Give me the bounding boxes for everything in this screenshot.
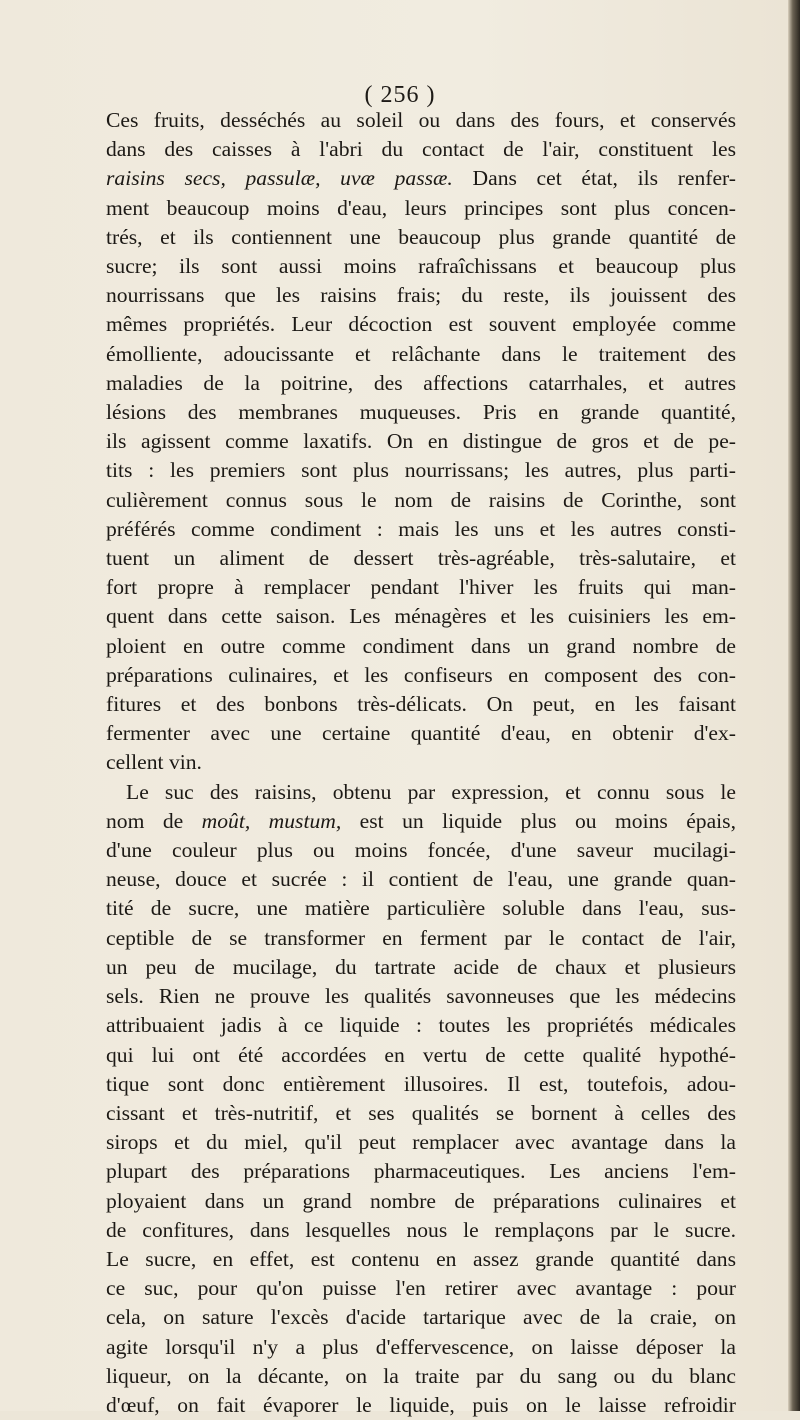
italic-term: raisins secs, passulæ, uvæ passæ. xyxy=(106,166,453,191)
text-segment: Le suc des raisins, obtenu par expression, et connu sous le xyxy=(126,779,736,804)
text-line xyxy=(106,1041,736,1070)
text-line xyxy=(106,106,736,135)
text-segment: plupart des préparations pharmaceutiques. Les anciens l'em- xyxy=(106,1159,736,1184)
text-segment: maladies de la poitrine, des affections catarrhales, et autres xyxy=(106,370,736,395)
text-line xyxy=(106,982,736,1011)
italic-term: moût, mustum, xyxy=(201,808,342,833)
text-segment: préférés comme condiment : mais les uns et les autres consti- xyxy=(106,516,736,541)
page-edge-shadow xyxy=(788,0,800,1411)
text-line xyxy=(106,486,736,515)
text-line xyxy=(106,690,736,719)
text-segment: émolliente, adoucissante et relâchante dans le traitement des xyxy=(106,341,736,366)
text-line xyxy=(106,544,736,573)
text-segment: culièrement connus sous le nom de raisins de Corinthe, sont xyxy=(106,487,736,512)
text-segment: cissant et très-nutritif, et ses qualités se bornent à celles des xyxy=(106,1100,736,1125)
text-line xyxy=(106,924,736,953)
text-line xyxy=(106,807,736,836)
text-segment: liqueur, on la décante, on la traite par du sang ou du blanc xyxy=(106,1363,736,1388)
text-segment: ment beaucoup moins d'eau, leurs principes sont plus concen- xyxy=(106,195,736,220)
text-segment: ploient en outre comme condiment dans un grand nombre de xyxy=(106,633,736,658)
text-line xyxy=(106,1303,736,1332)
text-segment: lésions des membranes muqueuses. Pris en grande quantité, xyxy=(106,400,736,425)
text-line xyxy=(106,194,736,223)
text-line xyxy=(106,1245,736,1274)
text-segment: dans des caisses à l'abri du contact de l'air, constituent les xyxy=(106,137,736,162)
text-line xyxy=(106,602,736,631)
text-line xyxy=(106,1128,736,1157)
text-line xyxy=(106,456,736,485)
text-segment: tuent un aliment de dessert très-agréable, très-salutaire, et xyxy=(106,546,736,571)
text-line xyxy=(106,1274,736,1303)
text-line xyxy=(106,1157,736,1186)
text-segment: fort propre à remplacer pendant l'hiver les fruits qui man- xyxy=(106,575,736,600)
text-line xyxy=(106,1391,736,1420)
text-segment: Ces fruits, desséchés au soleil ou dans des fours, et conservés xyxy=(106,108,736,132)
text-segment: attribuaient jadis à ce liquide : toutes les propriétés médicales xyxy=(106,1013,736,1038)
text-segment: sucre; ils sont aussi moins rafraîchissans et beaucoup plus xyxy=(106,254,736,279)
text-segment: fitures et des bonbons très-délicats. On peut, en les faisant xyxy=(106,692,736,717)
text-line xyxy=(106,573,736,602)
text-segment: mêmes propriétés. Leur décoction est souvent employée comme xyxy=(106,312,736,337)
text-line xyxy=(106,778,736,807)
text-line xyxy=(106,340,736,369)
text-line xyxy=(106,1011,736,1040)
text-line xyxy=(106,281,736,310)
text-segment: préparations culinaires, et les confiseurs en composent des con- xyxy=(106,662,736,687)
text-segment: nom de xyxy=(106,808,202,833)
text-line xyxy=(106,836,736,865)
text-segment: tique sont donc entièrement illusoires. Il est, toutefois, adou- xyxy=(106,1071,736,1096)
text-segment: neuse, douce et sucrée : il contient de l'eau, une grande quan- xyxy=(106,867,736,892)
text-segment: quent dans cette saison. Les ménagères et les cuisiniers les em- xyxy=(106,604,736,629)
text-segment: fermenter avec une certaine quantité d'eau, en obtenir d'ex- xyxy=(106,721,736,746)
text-line xyxy=(106,135,736,164)
text-line xyxy=(106,427,736,456)
text-segment: ployaient dans un grand nombre de préparations culinaires et xyxy=(106,1188,736,1213)
text-line xyxy=(106,1333,736,1362)
text-segment: cela, on sature l'excès d'acide tartarique avec de la craie, on xyxy=(106,1305,736,1330)
text-line xyxy=(106,398,736,427)
text-segment: ils agissent comme laxatifs. On en distingue de gros et de pe- xyxy=(106,429,736,454)
text-line xyxy=(106,894,736,923)
text-line xyxy=(106,1362,736,1391)
text-line xyxy=(106,953,736,982)
text-line xyxy=(106,1187,736,1216)
text-segment: sels. Rien ne prouve les qualités savonneuses que les médecins xyxy=(106,984,736,1009)
text-line xyxy=(106,719,736,748)
text-segment: sirops et du miel, qu'il peut remplacer avec avantage dans la xyxy=(106,1130,736,1155)
text-segment: est un liquide plus ou moins épais, xyxy=(341,808,736,833)
text-line xyxy=(106,748,736,777)
page-number: ( 256 ) xyxy=(364,82,436,108)
text-segment: nourrissans que les raisins frais; du reste, ils jouissent des xyxy=(106,283,736,308)
text-line xyxy=(106,1099,736,1128)
text-segment: de confitures, dans lesquelles nous le remplaçons par le sucre. xyxy=(106,1217,736,1242)
text-segment: Le sucre, en effet, est contenu en assez grande quantité dans xyxy=(106,1246,736,1271)
body-text xyxy=(106,106,736,1420)
text-segment: d'œuf, on fait évaporer le liquide, puis on le laisse refroidir xyxy=(106,1392,736,1417)
text-line xyxy=(106,310,736,339)
text-segment: tité de sucre, une matière particulière soluble dans l'eau, sus- xyxy=(106,896,736,921)
text-segment: qui lui ont été accordées en vertu de cette qualité hypothé- xyxy=(106,1042,736,1067)
text-segment: Dans cet état, ils renfer- xyxy=(452,166,736,191)
text-line xyxy=(106,164,736,193)
text-segment: agite lorsqu'il n'y a plus d'effervescence, on laisse déposer la xyxy=(106,1334,736,1359)
text-line xyxy=(106,632,736,661)
text-line xyxy=(106,369,736,398)
text-segment: ceptible de se transformer en ferment par le contact de l'air, xyxy=(106,925,736,950)
text-line xyxy=(106,515,736,544)
text-line xyxy=(106,1070,736,1099)
text-segment: cellent vin. xyxy=(106,750,202,775)
text-line xyxy=(106,223,736,252)
text-line xyxy=(106,865,736,894)
text-segment: un peu de mucilage, du tartrate acide de chaux et plusieurs xyxy=(106,954,736,979)
text-segment: ce suc, pour qu'on puisse l'en retirer avec avantage : pour xyxy=(106,1276,736,1301)
text-segment: trés, et ils contiennent une beaucoup plus grande quantité de xyxy=(106,224,736,249)
text-line xyxy=(106,661,736,690)
text-segment: tits : les premiers sont plus nourrissans; les autres, plus parti- xyxy=(106,458,736,483)
text-segment: d'une couleur plus ou moins foncée, d'une saveur mucilagi- xyxy=(106,838,736,863)
text-line xyxy=(106,1216,736,1245)
text-line xyxy=(106,252,736,281)
